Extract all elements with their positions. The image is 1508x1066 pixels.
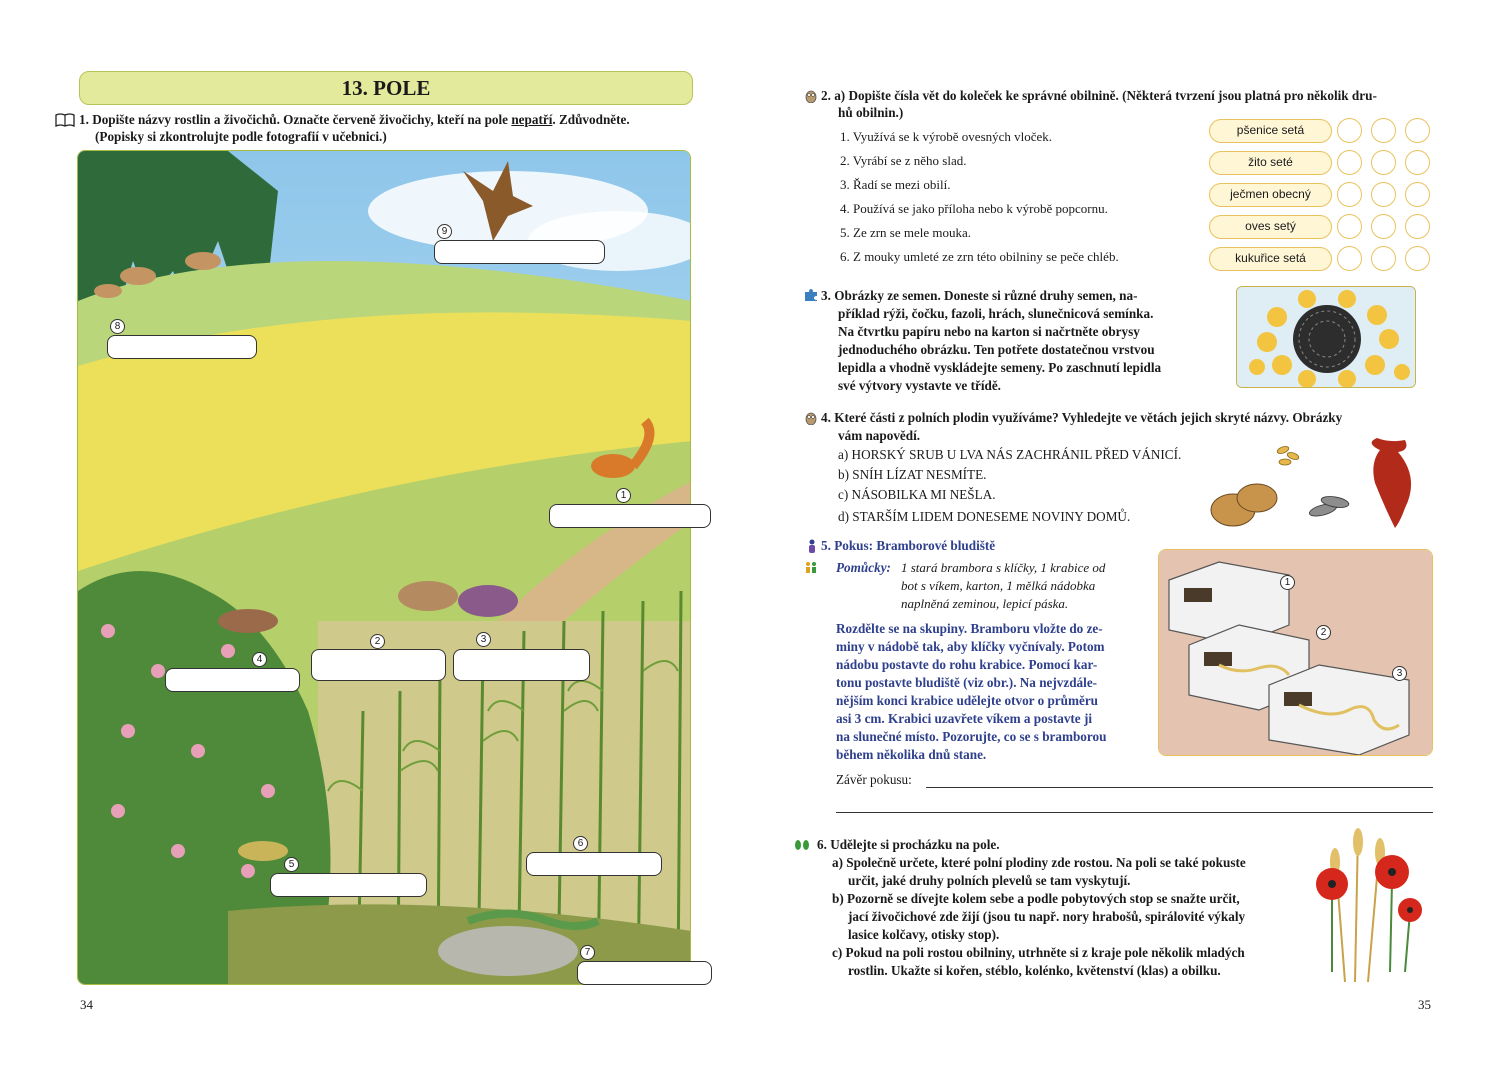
answer-circle[interactable] [1405,182,1430,207]
maze-number: 1 [1280,575,1295,590]
task2-heading: 2. a) Dopište čísla vět do koleček ke správné obilnině. (Některá tvrzení jsou platná pro několik dru- [821,88,1377,103]
answer-circle[interactable] [1405,118,1430,143]
page-number-right: 35 [1418,997,1431,1012]
answer-circle[interactable] [1337,182,1362,207]
task2-item: 6. Z mouky umleté ze zrn této obilniny se peče chléb. [840,249,1119,264]
answer-circle[interactable] [1337,118,1362,143]
task5-body-line: miny v nádobě tak, aby klíčky vyčnívaly. Potom [836,639,1105,654]
owl-icon [804,411,818,425]
task5-tools-label: Pomůcky: [836,560,891,575]
conclusion-answer-line[interactable] [836,812,1433,813]
label-field-1[interactable] [549,504,711,528]
puzzle-icon [804,288,818,302]
label-field-5[interactable] [270,873,427,897]
task3-line: lepidla a vhodně vyskládejte semeny. Po zaschnutí lepidla [838,360,1162,375]
grain-label: pšenice setá [1209,119,1332,143]
task6-line: c) Pokud na poli rostou obilniny, utrhněte si z kraje pole několik mladých [832,945,1245,960]
answer-circle[interactable] [1371,214,1396,239]
grain-label: žito seté [1209,151,1332,175]
book-icon [55,113,75,127]
page-title: 13. POLE [79,71,693,105]
task5-body-line: na slunečné místo. Pozorujte, co se s bramborou [836,729,1107,744]
task6-heading: 6. Udělejte si procházku na pole. [817,837,1000,852]
answer-circle[interactable] [1405,246,1430,271]
answer-circle[interactable] [1371,246,1396,271]
page-number-left: 34 [80,997,93,1012]
label-field-7[interactable] [577,961,712,985]
task6-line: b) Pozorně se dívejte kolem sebe a podle pobytových stop se snažte určit, [832,891,1240,906]
answer-circle[interactable] [1371,182,1396,207]
label-number: 6 [573,836,588,851]
task4-heading: 4. Které části z polních plodin využíváme? Vyhledejte ve větách jejich skryté názvy. Obrázky [821,410,1343,425]
answer-circle[interactable] [1405,214,1430,239]
task2-item: 5. Ze zrn se mele mouka. [840,225,972,240]
task2-item: 2. Vyrábí se z něho slad. [840,153,967,168]
task5-body-line: asi 3 cm. Krabici uzavřete víkem a postavte ji [836,711,1093,726]
label-field-3[interactable] [453,649,590,681]
task6-line: určit, jaké druhy polních plevelů se tam vyskytují. [848,873,1131,888]
label-number: 1 [616,488,631,503]
grain-label: oves setý [1209,215,1332,239]
answer-circle[interactable] [1337,214,1362,239]
crop-parts-picture [1205,438,1425,528]
seed-sunflower-picture [1236,286,1416,388]
task5-body-line: během několika dnů stane. [836,747,987,762]
task2-heading-cont: hů obilnin.) [838,105,904,120]
task4-item: a) HORSKÝ SRUB U LVA NÁS ZACHRÁNIL PŘED VÁNICÍ. [838,447,1182,462]
person-icon [805,539,819,553]
task6-line: a) Společně určete, které polní plodiny zde rostou. Na poli se také pokuste [832,855,1246,870]
label-number: 2 [370,634,385,649]
task1-note: (Popisky si zkontrolujte podle fotografií v učebnici.) [95,129,387,144]
task4-item: b) SNÍH LÍZAT NESMÍTE. [838,467,987,482]
task5-tools-line: naplněná zeminou, lepicí páska. [901,596,1069,611]
task5-body-line: nějším konci krabice udělejte otvor o průměru [836,693,1099,708]
task5-body-line: tonu postavte bludiště (viz obr.). Na nejvzdále- [836,675,1098,690]
task1-instruction: 1. Dopište názvy rostlin a živočichů. Označte červeně živočichy, kteří na pole nepatří. Zdůvodněte. [79,112,630,127]
label-field-8[interactable] [107,335,257,359]
grain-label: kukuřice setá [1209,247,1332,271]
task5-body-line: nádobu postavte do rohu krabice. Pomocí kar- [836,657,1098,672]
label-number: 4 [252,652,267,667]
task5-conclusion-label: Závěr pokusu: [836,772,912,787]
label-field-6[interactable] [526,852,662,876]
task3-line: jednoduchého obrázku. Ten potřete dostatečnou vrstvou [838,342,1155,357]
footprints-icon [793,838,811,852]
label-number: 7 [580,945,595,960]
answer-circle[interactable] [1337,246,1362,271]
label-number: 3 [476,632,491,647]
task5-tools-line: bot s víkem, karton, 1 mělká nádobka [901,578,1096,593]
label-number: 8 [110,319,125,334]
owl-icon [804,89,818,103]
answer-circle[interactable] [1371,118,1396,143]
task4-item: c) NÁSOBILKA MI NEŠLA. [838,487,996,502]
task5-title: 5. Pokus: Bramborové bludiště [821,538,996,553]
task2-item: 4. Používá se jako příloha nebo k výrobě popcornu. [840,201,1108,216]
maze-number: 2 [1316,625,1331,640]
task5-tools-line: 1 stará brambora s klíčky, 1 krabice od [901,560,1106,575]
task3-line: 3. Obrázky ze semen. Doneste si různé druhy semen, na- [821,288,1138,303]
conclusion-answer-line[interactable] [926,787,1433,788]
potato-maze-picture [1158,549,1433,756]
label-field-2[interactable] [311,649,446,681]
answer-circle[interactable] [1337,150,1362,175]
task4-heading-cont: vám napovědí. [838,428,921,443]
label-field-4[interactable] [165,668,300,692]
task6-line: lasice kolčavy, otisky stop). [848,927,1000,942]
task3-line: Na čtvrtku papíru nebo na karton si načrtněte obrysy [838,324,1140,339]
task5-body-line: Rozdělte se na skupiny. Bramboru vložte do ze- [836,621,1103,636]
answer-circle[interactable] [1371,150,1396,175]
group-icon [804,560,818,574]
label-number: 5 [284,857,299,872]
task4-item: d) STARŠÍM LIDEM DONESEME NOVINY DOMŮ. [838,509,1131,524]
task3-line: příklad rýži, čočku, fazoli, hrách, slunečnicová semínka. [838,306,1154,321]
task3-line: své výtvory vystavte ve třídě. [838,378,1001,393]
grain-label: ječmen obecný [1209,183,1332,207]
maze-number: 3 [1392,666,1407,681]
task6-line: jací živočichové zde žijí (jsou tu např. nory hrabošů, spirálovité výkaly [848,909,1246,924]
label-number: 9 [437,224,452,239]
label-field-9[interactable] [434,240,605,264]
task2-item: 1. Využívá se k výrobě ovesných vloček. [840,129,1053,144]
poppy-wheat-picture [1310,822,1422,982]
task6-line: rostlin. Ukažte si kořen, stéblo, kolénko, květenství (klas) a obilku. [848,963,1221,978]
answer-circle[interactable] [1405,150,1430,175]
task2-item: 3. Řadí se mezi obilí. [840,177,951,192]
